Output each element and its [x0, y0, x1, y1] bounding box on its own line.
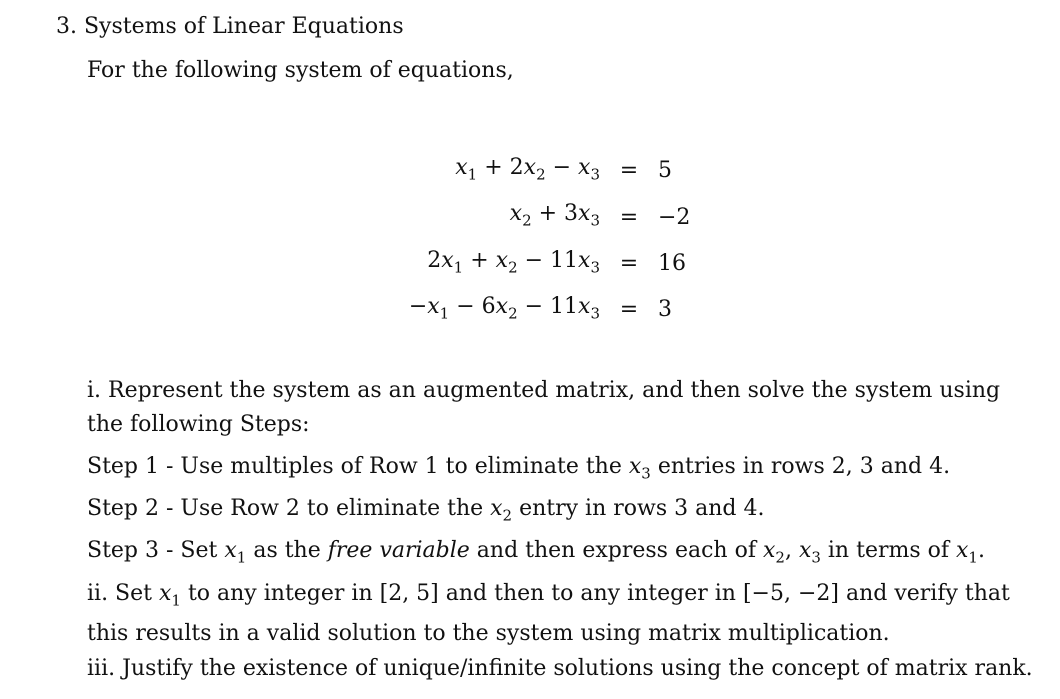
equals-sign: = — [619, 204, 639, 230]
equation-rhs: 16 — [658, 250, 686, 276]
task-part-iii: iii. Justify the existence of unique/infinite solutions using the concept of matrix rank. — [87, 656, 1033, 681]
equation-lhs: $x_1 + 2x_2 - x_3$ — [455, 155, 600, 184]
equation-lhs: $2x_1 + x_2 - 11x_3$ — [427, 247, 600, 277]
equation-rhs: 5 — [658, 158, 672, 184]
task-step-2: Step 2 - Use Row 2 to eliminate the $x_2$ entry in rows 3 and 4. — [87, 496, 765, 525]
equation-rhs: −2 — [658, 204, 691, 230]
equation-row — [380, 194, 718, 240]
equation-table — [380, 148, 718, 334]
equation-row — [380, 241, 718, 287]
equals-sign: = — [619, 158, 639, 184]
section-heading: 3. Systems of Linear Equations — [56, 14, 404, 39]
equation-row — [380, 148, 718, 194]
equation-system — [380, 148, 718, 334]
equals-sign: = — [619, 297, 639, 323]
task-step-1: Step 1 - Use multiples of Row 1 to eliminate the $x_3$ entries in rows 2, 3 and 4. — [87, 454, 951, 483]
intro-text: For the following system of equations, — [87, 58, 514, 83]
equation-lhs: $-x_1 - 6x_2 - 11x_3$ — [408, 294, 600, 323]
task-step-3: Step 3 - Set $x_1$ as the free variable and then express each of $x_2$, $x_3$ in terms of $x_1$. — [87, 538, 985, 567]
equation-rhs: 3 — [658, 297, 672, 323]
equation-lhs: $x_2 + 3x_3$ — [509, 201, 600, 230]
equals-sign: = — [619, 250, 639, 276]
equation-row — [380, 287, 718, 333]
task-part-ii: ii. Set $x_1$ to any integer in [2, 5] and then to any integer in [−5, −2] and verify that this results in a valid solution to the system using matrix multiplication. — [87, 581, 1010, 647]
task-part-i: i. Represent the system as an augmented matrix, and then solve the system using the following Steps: — [87, 378, 1001, 437]
